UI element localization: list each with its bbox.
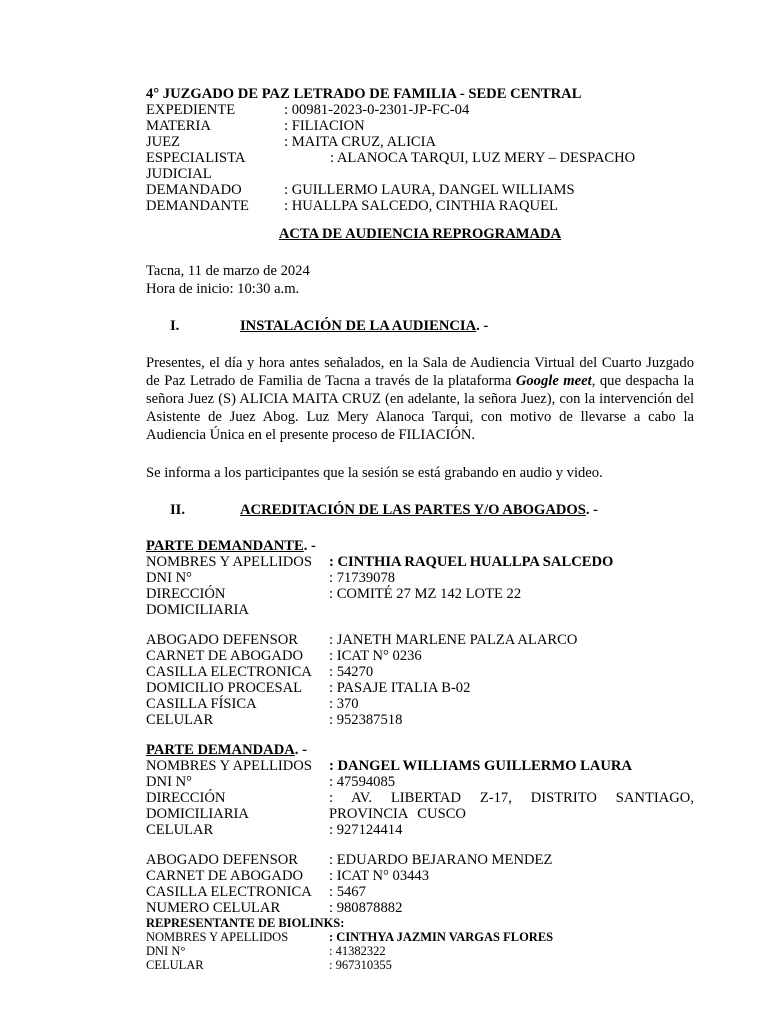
field-label: DIRECCIÓN DOMICILIARIA [146,790,249,822]
demandante-carnet-row [146,648,694,664]
field-value: : 952387518 [329,712,403,728]
para-text-a: Presentes, el día y hora antes señalados, en la Sala de Audiencia Virtual del Cuarto Juzgado de Paz Letrado de Familia de Tacna a través de la plataforma [146,355,694,389]
field-value: : 967310355 [329,958,392,972]
field-label: DNI N° [146,570,192,586]
materia-label: MATERIA [146,118,211,134]
field-value: : 41382322 [329,944,386,958]
demandada-address-row [146,790,694,822]
demandada-dni-row [146,774,694,790]
section-2-heading [146,502,694,518]
field-value: : CINTHIA RAQUEL HUALLPA SALCEDO [329,554,614,570]
expediente-label: EXPEDIENTE [146,102,236,118]
field-value: : 54270 [329,664,374,680]
demandante-casilla-f-row [146,696,694,712]
demandada-lawyer-row [146,852,694,868]
demandante-label: DEMANDANTE [146,198,249,214]
demandada-carnet-row [146,868,694,884]
demandante-row [146,198,694,214]
juez-row [146,134,694,150]
field-value: : 71739078 [329,570,396,586]
field-value: : DANGEL WILLIAMS GUILLERMO LAURA [329,758,632,774]
biolinks-name-row [146,930,694,944]
field-label: CASILLA ELECTRONICA [146,884,312,900]
especialista-label: ESPECIALISTA [146,150,246,166]
field-label: DOMICILIO PROCESAL [146,680,303,696]
field-label: DIRECCIÓN DOMICILIARIA [146,586,249,618]
juez-label: JUEZ [146,134,181,150]
court-heading: 4° JUZGADO DE PAZ LETRADO DE FAMILIA - SEDE CENTRAL [146,86,582,102]
field-label: NOMBRES Y APELLIDOS [146,554,312,570]
demandada-name-row [146,758,694,774]
field-label: ABOGADO DEFENSOR [146,852,299,868]
demandado-row [146,182,694,198]
field-label: CELULAR [146,958,204,972]
document-page [146,86,694,972]
field-label: CELULAR [146,712,214,728]
demandante-heading-suffix: . - [303,538,316,554]
section-2-suffix: . - [585,502,599,518]
demandante-domicilio-row [146,680,694,696]
materia-value: : FILIACION [284,118,365,134]
field-label: DNI N° [146,774,192,790]
field-value: : JANETH MARLENE PALZA ALARCO [329,632,578,648]
field-label: NOMBRES Y APELLIDOS [146,930,289,944]
especialista-row [146,150,694,166]
demandada-celular-row [146,822,694,838]
field-label: CARNET DE ABOGADO [146,648,304,664]
field-value: : 47594085 [329,774,396,790]
section-1-title: INSTALACIÓN DE LA AUDIENCIA [240,318,477,334]
para-text-b: , que despacha la señora Juez (S) ALICIA MAITA CRUZ (en adelante, la señora Juez), con la intervención del Asistente de Juez Abog. Luz Mery Alanoca Tarqui, con motivo de llevarse a cabo la Audiencia Única en el presente proceso de FILIACIÓN. [146,373,694,443]
acta-title: ACTA DE AUDIENCIA REPROGRAMADA [278,226,562,242]
demandada-heading-text: PARTE DEMANDADA [146,742,295,758]
field-value: : ICAT N° 0236 [329,648,422,664]
recording-notice: Se informa a los participantes que la sesión se está grabando en audio y video. [146,465,603,481]
demandada-casilla-e-row [146,884,694,900]
field-value: : 980878882 [329,900,403,916]
especialista-value: : ALANOCA TARQUI, LUZ MERY – DESPACHO [330,150,636,166]
demandada-heading-suffix: . - [294,742,307,758]
section-1-suffix: . - [476,318,489,334]
field-value: : 370 [329,696,359,712]
demandado-label: DEMANDADO [146,182,242,198]
field-value: : ICAT N° 03443 [329,868,430,884]
demandada-numero-celular-row [146,900,694,916]
field-value: : EDUARDO BEJARANO MENDEZ [329,852,553,868]
demandante-name-row [146,554,694,570]
field-label: NOMBRES Y APELLIDOS [146,758,312,774]
section-2-number: II. [170,502,186,518]
section-1-paragraph [146,354,694,444]
demandante-dni-row [146,570,694,586]
platform-name: Google meet [515,373,592,389]
demandado-value: : GUILLERMO LAURA, DANGEL WILLIAMS [284,182,575,198]
section-1-number: I. [170,318,180,334]
demandante-celular-row [146,712,694,728]
field-label: CELULAR [146,822,214,838]
juez-value: : MAITA CRUZ, ALICIA [284,134,437,150]
field-value: : COMITÉ 27 MZ 142 LOTE 22 [329,586,522,602]
field-label: CASILLA ELECTRONICA [146,664,312,680]
demandada-heading [146,742,694,758]
field-label: NUMERO CELULAR [146,900,281,916]
field-label: CASILLA FÍSICA [146,696,257,712]
biolinks-celular-row [146,958,694,972]
demandante-address-row [146,586,694,618]
especialista-label-cont: JUDICIAL [146,166,212,182]
demandante-heading-text: PARTE DEMANDANTE [146,538,304,554]
demandante-value: : HUALLPA SALCEDO, CINTHIA RAQUEL [284,198,558,214]
biolinks-heading: REPRESENTANTE DE BIOLINKS: [146,916,345,930]
section-1-heading [146,318,694,334]
date-line: Tacna, 11 de marzo de 2024 [146,263,310,279]
demandante-heading [146,538,694,554]
expediente-value: : 00981-2023-0-2301-JP-FC-04 [284,102,470,118]
field-value: : PASAJE ITALIA B-02 [329,680,471,696]
time-line: Hora de inicio: 10:30 a.m. [146,281,300,297]
demandante-lawyer-row [146,632,694,648]
demandante-casilla-e-row [146,664,694,680]
expediente-row [146,102,694,118]
field-value: : 927124414 [329,822,403,838]
field-value: : 5467 [329,884,366,900]
field-value: : AV. LIBERTAD Z-17, DISTRITO SANTIAGO, PROVINCIA CUSCO [329,790,694,822]
field-label: DNI N° [146,944,186,958]
materia-row [146,118,694,134]
field-label: CARNET DE ABOGADO [146,868,304,884]
biolinks-dni-row [146,944,694,958]
section-2-title: ACREDITACIÓN DE LAS PARTES Y/O ABOGADOS [240,502,586,518]
field-value: : CINTHYA JAZMIN VARGAS FLORES [329,930,554,944]
field-label: ABOGADO DEFENSOR [146,632,299,648]
